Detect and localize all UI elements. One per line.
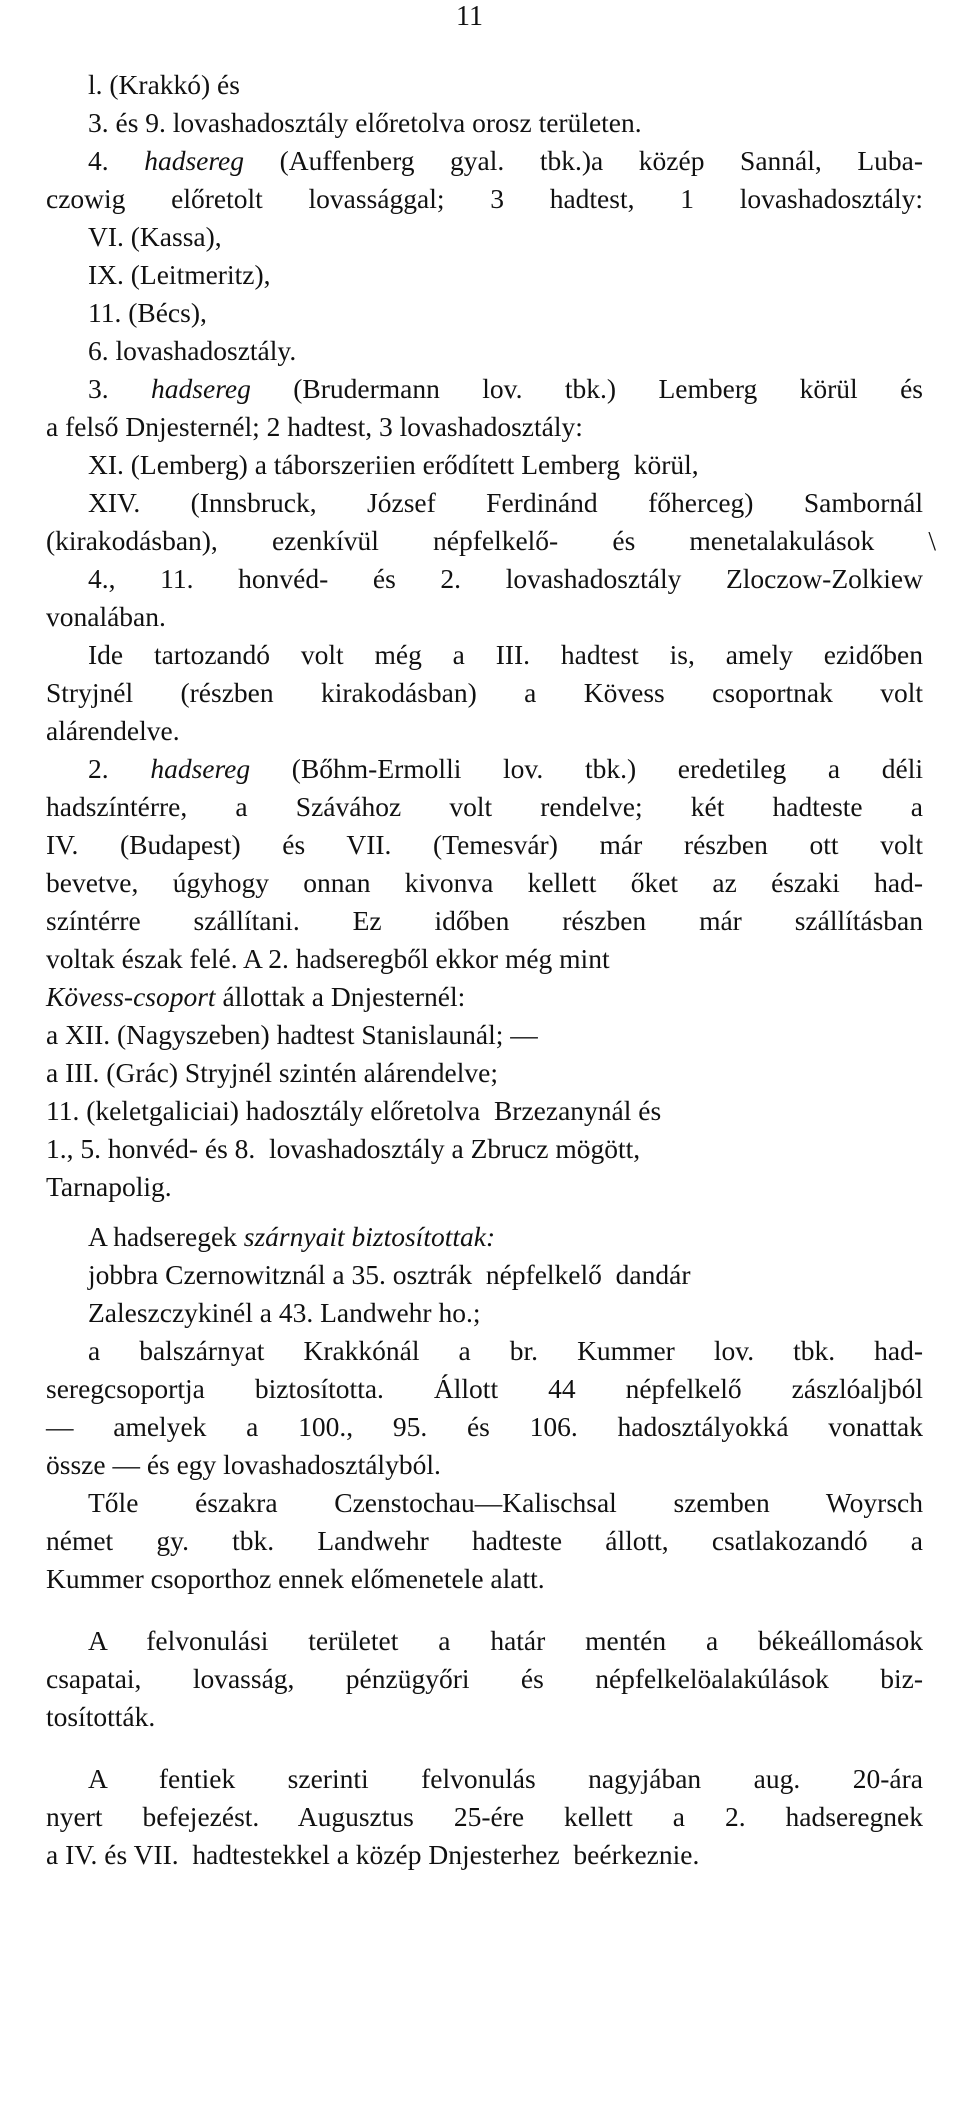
text-segment: A felvonulási területet a határ mentén a békeállomások bbox=[88, 1625, 923, 1656]
text-line bbox=[46, 1798, 923, 1836]
text-line bbox=[46, 1660, 923, 1698]
text-segment: össze — és egy lovashadosztályból. bbox=[46, 1449, 441, 1480]
text-segment: Zaleszczykinél a 43. Landwehr ho.; bbox=[88, 1297, 481, 1328]
text-segment: alárendelve. bbox=[46, 715, 180, 746]
text-segment: XI. (Lemberg) a táborszeriien erődített Lemberg körül, bbox=[88, 449, 699, 480]
text-line bbox=[88, 1484, 923, 1522]
text-segment: Ide tartozandó volt még a III. hadtest is, amely ezidőben bbox=[88, 639, 923, 670]
text-line bbox=[46, 1560, 545, 1598]
text-segment: l. (Krakkó) és bbox=[88, 69, 240, 100]
text-segment: a felső Dnjesternél; 2 hadtest, 3 lovashadosztály: bbox=[46, 411, 583, 442]
text-line bbox=[88, 1622, 923, 1660]
text-segment: A hadseregek bbox=[88, 1221, 244, 1252]
text-line bbox=[46, 1408, 923, 1446]
text-segment: a III. (Grác) Stryjnél szintén alárendelve; bbox=[46, 1057, 499, 1088]
text-line bbox=[88, 66, 240, 104]
text-segment: XIV. (Innsbruck, József Ferdinánd főherceg) Sambornál bbox=[88, 487, 923, 518]
text-segment: jobbra Czernowitznál a 35. osztrák népfelkelő dandár bbox=[88, 1259, 691, 1290]
text-segment: IX. (Leitmeritz), bbox=[88, 259, 271, 290]
text-segment: színtérre szállítani. Ez időben részben már szállításban bbox=[46, 905, 923, 936]
text-segment: (kirakodásban), ezenkívül népfelkelő- és menetalakulások \ bbox=[46, 525, 936, 556]
text-segment: 11. (keletgaliciai) hadosztály előretolva Brzezanynál és bbox=[46, 1095, 662, 1126]
text-line bbox=[88, 332, 296, 370]
text-line bbox=[46, 1054, 498, 1092]
text-line bbox=[88, 484, 923, 522]
text-line bbox=[88, 750, 923, 788]
text-line bbox=[46, 940, 610, 978]
text-line bbox=[88, 104, 642, 142]
text-line bbox=[46, 712, 180, 750]
text-segment: seregcsoportja biztosította. Állott 44 népfelkelő zászlóaljból bbox=[46, 1373, 923, 1404]
italic-text: hadsereg bbox=[150, 753, 251, 784]
text-segment: 1., 5. honvéd- és 8. lovashadosztály a Zbrucz mögött, bbox=[46, 1133, 641, 1164]
italic-text: hadsereg bbox=[144, 145, 244, 176]
text-line bbox=[46, 408, 583, 446]
text-segment: Tarnapolig. bbox=[46, 1171, 172, 1202]
text-segment: IV. (Budapest) és VII. (Temesvár) már részben ott volt bbox=[46, 829, 923, 860]
text-line bbox=[88, 636, 923, 674]
text-segment: (Bőhm-Ermolli lov. tbk.) eredetileg a déli bbox=[250, 753, 924, 784]
text-line bbox=[46, 674, 923, 712]
italic-text: hadsereg bbox=[151, 373, 251, 404]
text-line bbox=[46, 1698, 155, 1736]
text-line bbox=[46, 1016, 538, 1054]
text-segment: — amelyek a 100., 95. és 106. hadosztályokká vonattak bbox=[46, 1411, 923, 1442]
text-line bbox=[46, 1836, 699, 1874]
text-segment: 4. bbox=[88, 145, 145, 176]
text-line bbox=[46, 1446, 441, 1484]
text-line bbox=[46, 1522, 923, 1560]
text-line bbox=[46, 978, 465, 1016]
text-line bbox=[88, 1760, 923, 1798]
text-line bbox=[46, 1168, 172, 1206]
text-line bbox=[46, 180, 923, 218]
text-segment: 3. és 9. lovashadosztály előretolva orosz területen. bbox=[88, 107, 642, 138]
text-segment: állottak a Dnjesternél: bbox=[215, 981, 466, 1012]
text-segment: bevetve, úgyhogy onnan kivonva kellett őket az északi had- bbox=[46, 867, 923, 898]
text-line bbox=[46, 826, 923, 864]
text-segment: csapatai, lovasság, pénzügyőri és népfelkelöalakúlások biz- bbox=[46, 1663, 923, 1694]
text-segment: (Auffenberg gyal. tbk.)a közép Sannál, Luba- bbox=[244, 145, 923, 176]
text-segment: czowig előretolt lovassággal; 3 hadtest, 1 lovashadosztály: bbox=[46, 183, 923, 214]
text-segment: a XII. (Nagyszeben) hadtest Stanislaunál; — bbox=[46, 1019, 538, 1050]
text-line bbox=[88, 560, 923, 598]
text-segment: tosították. bbox=[46, 1701, 156, 1732]
text-segment: Stryjnél (részben kirakodásban) a Kövess csoportnak volt bbox=[46, 677, 923, 708]
text-segment: A fentiek szerinti felvonulás nagyjában aug. 20-ára bbox=[88, 1763, 923, 1794]
text-segment: német gy. tbk. Landwehr hadteste állott, csatlakozandó a bbox=[46, 1525, 923, 1556]
text-line bbox=[46, 1092, 661, 1130]
text-segment: 11. (Bécs), bbox=[88, 297, 207, 328]
text-line bbox=[88, 370, 923, 408]
text-segment: a balszárnyat Krakkónál a br. Kummer lov. tbk. had- bbox=[88, 1335, 923, 1366]
text-line bbox=[46, 788, 923, 826]
text-segment: 4., 11. honvéd- és 2. lovashadosztály Zloczow-Zolkiew bbox=[88, 563, 923, 594]
text-line bbox=[88, 1332, 923, 1370]
text-line bbox=[88, 218, 222, 256]
text-line bbox=[46, 598, 166, 636]
text-segment: Kummer csoporthoz ennek előmenetele alatt. bbox=[46, 1563, 545, 1594]
text-segment: a IV. és VII. hadtestekkel a közép Dnjesterhez beérkeznie. bbox=[46, 1839, 700, 1870]
text-line bbox=[46, 864, 923, 902]
text-segment: hadszíntérre, a Szávához volt rendelve; két hadteste a bbox=[46, 791, 923, 822]
text-line bbox=[46, 1130, 640, 1168]
page-number: 11 bbox=[456, 1, 483, 32]
text-line bbox=[46, 522, 936, 560]
text-line bbox=[88, 1218, 495, 1256]
text-segment: (Brudermann lov. tbk.) Lemberg körül és bbox=[250, 373, 923, 404]
italic-text: szárnyait biztosítottak: bbox=[243, 1221, 496, 1252]
text-line bbox=[88, 1256, 690, 1294]
text-line bbox=[88, 256, 270, 294]
text-segment: 6. lovashadosztály. bbox=[88, 335, 297, 366]
text-line bbox=[88, 294, 207, 332]
italic-text: Kövess-csoport bbox=[46, 981, 216, 1012]
text-line bbox=[88, 142, 923, 180]
text-segment: vonalában. bbox=[46, 601, 166, 632]
text-segment: voltak észak felé. A 2. hadseregből ekkor még mint bbox=[46, 943, 610, 974]
text-line bbox=[88, 1294, 480, 1332]
text-line bbox=[46, 1370, 923, 1408]
text-segment: 3. bbox=[88, 373, 152, 404]
text-line bbox=[88, 446, 699, 484]
text-segment: VI. (Kassa), bbox=[88, 221, 222, 252]
text-segment: 2. bbox=[88, 753, 151, 784]
text-segment: Tőle északra Czenstochau—Kalischsal szemben Woyrsch bbox=[88, 1487, 923, 1518]
text-line bbox=[46, 902, 923, 940]
text-segment: nyert befejezést. Augusztus 25-ére kellett a 2. hadseregnek bbox=[46, 1801, 923, 1832]
